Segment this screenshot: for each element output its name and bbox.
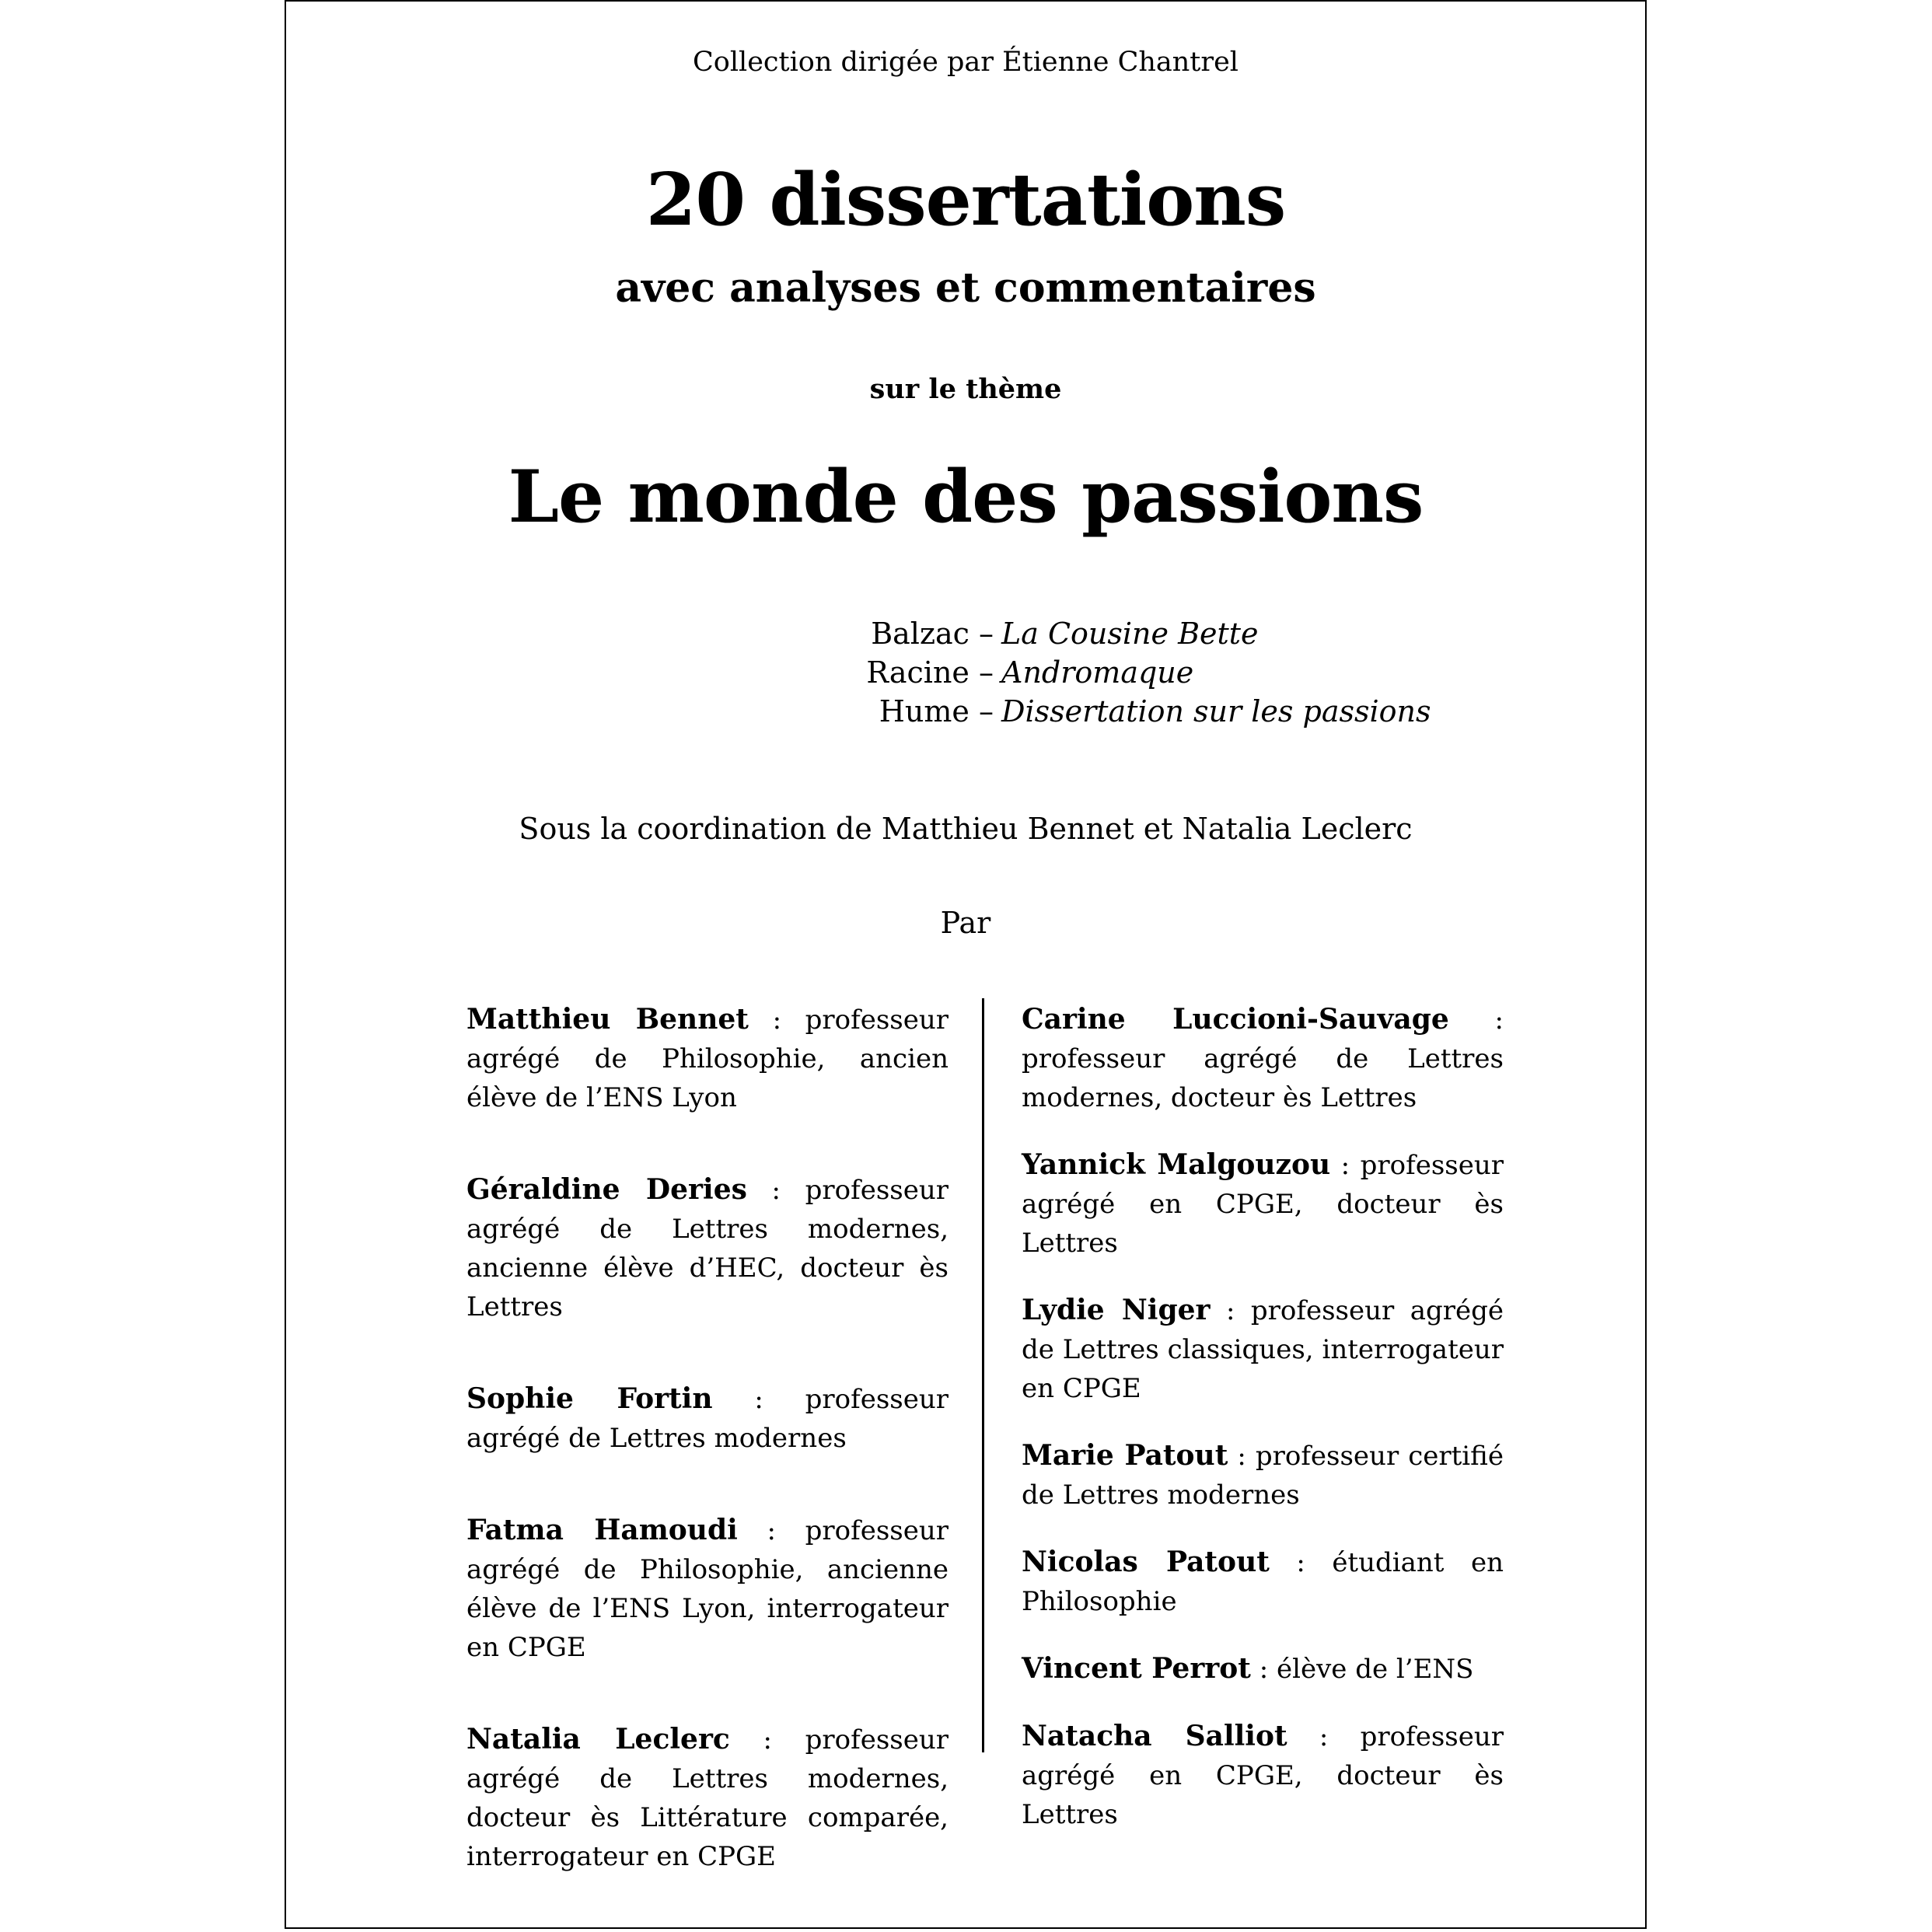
- contributor-name: Géraldine Deries: [466, 1173, 747, 1206]
- contributor-description: : professeur agrégé de Philosophie, ancienne élève de l’ENS Lyon, interrogateur en CPGE: [466, 1515, 949, 1663]
- work-author: Hume –: [879, 694, 994, 728]
- contributor-name: Matthieu Bennet: [466, 1003, 749, 1036]
- contributor-description: : professeur certifié de Lettres modernes: [1022, 1441, 1504, 1511]
- work-item: [286, 692, 1645, 731]
- work-item: [286, 614, 1645, 653]
- contributor-description: : étudiant en Philosophie: [1022, 1547, 1504, 1617]
- contributor-name: Lydie Niger: [1022, 1294, 1211, 1326]
- contributor-description: : professeur agrégé de Lettres modernes, docteur ès Littérature comparée, interrogateur en CPGE: [466, 1724, 949, 1872]
- contributor-entry: [1022, 1649, 1504, 1689]
- coordination-line: Sous la coordination de Matthieu Bennet et Natalia Leclerc: [519, 812, 1413, 846]
- contributor-entry: [466, 1511, 949, 1667]
- contributor-entry: [466, 1720, 949, 1876]
- contributor-name: Carine Luccioni-Sauvage: [1022, 1003, 1449, 1036]
- contributor-description: : professeur agrégé de Philosophie, ancien élève de l’ENS Lyon: [466, 1004, 949, 1113]
- contributor-entry: [1022, 1291, 1504, 1408]
- work-author: Racine –: [866, 655, 994, 690]
- contributor-description: : professeur agrégé en CPGE, docteur ès Lettres: [1022, 1721, 1504, 1830]
- contributor-description: : professeur agrégé de Lettres classiques, interrogateur en CPGE: [1022, 1295, 1504, 1404]
- column-divider: [982, 998, 984, 1752]
- contributor-entry: [466, 1000, 949, 1117]
- contributor-description: : professeur agrégé de Lettres modernes: [466, 1384, 949, 1454]
- theme-title: Le monde des passions: [508, 454, 1424, 539]
- contributor-name: Sophie Fortin: [466, 1382, 713, 1415]
- book-subtitle: avec analyses et commentaires: [615, 264, 1316, 312]
- contributor-name: Marie Patout: [1022, 1439, 1228, 1472]
- contributor-entry: [1022, 1000, 1504, 1117]
- collection-line: Collection dirigée par Étienne Chantrel: [692, 47, 1239, 78]
- contributor-entry: [466, 1379, 949, 1458]
- work-title: Andromaque: [1001, 655, 1194, 690]
- contributor-entry: [1022, 1542, 1504, 1621]
- title-page: [285, 0, 1647, 1929]
- contributor-name: Yannick Malgouzou: [1022, 1148, 1331, 1181]
- contributor-name: Natacha Salliot: [1022, 1720, 1287, 1752]
- works-list: [286, 614, 1645, 731]
- contributors-left-column: [466, 1000, 949, 1929]
- contributor-description: : professeur agrégé en CPGE, docteur ès Lettres: [1022, 1150, 1504, 1259]
- contributor-entry: [1022, 1436, 1504, 1515]
- contributor-entry: [1022, 1717, 1504, 1834]
- contributor-description: : professeur agrégé de Lettres modernes, ancienne élève d’HEC, docteur ès Lettres: [466, 1175, 949, 1322]
- book-title: 20 dissertations: [645, 157, 1286, 242]
- work-author: Balzac –: [871, 617, 994, 651]
- contributor-name: Nicolas Patout: [1022, 1546, 1270, 1578]
- contributor-entry: [466, 1170, 949, 1326]
- contributor-description: : professeur agrégé de Lettres modernes, docteur ès Lettres: [1022, 1004, 1504, 1113]
- contributor-name: Vincent Perrot: [1022, 1652, 1251, 1685]
- theme-label: sur le thème: [869, 373, 1062, 405]
- contributors-right-column: [1022, 1000, 1504, 1862]
- contributor-entry: [1022, 1145, 1504, 1263]
- work-title: La Cousine Bette: [1001, 617, 1259, 651]
- contributor-description: : élève de l’ENS: [1250, 1654, 1474, 1685]
- par-label: Par: [940, 906, 991, 940]
- contributor-name: Fatma Hamoudi: [466, 1514, 738, 1546]
- work-title: Dissertation sur les passions: [1001, 694, 1431, 728]
- work-item: [286, 653, 1645, 692]
- contributor-name: Natalia Leclerc: [466, 1723, 730, 1756]
